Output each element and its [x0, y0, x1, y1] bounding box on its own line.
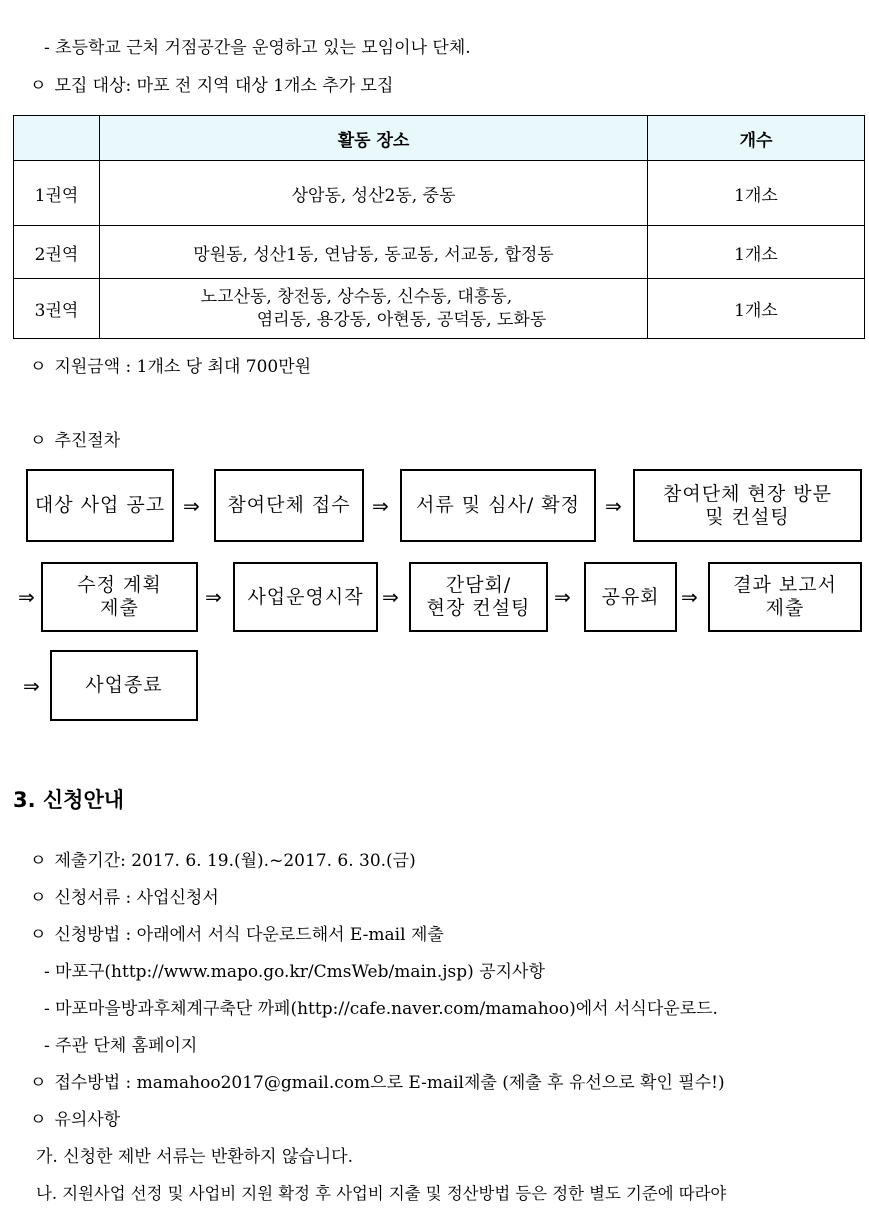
method-item: - 마포마을방과후체계구축단 까페(http://cafe.naver.com/mamahoo)에서 서식다운로드. — [44, 999, 718, 1019]
table-header-cell — [14, 116, 100, 161]
flow-step-review: 서류 및 심사/ 확정 — [400, 469, 596, 542]
activity-area-table — [13, 115, 865, 339]
count-cell: 1개소 — [648, 226, 865, 279]
flow-arrow-icon: ⇒ — [205, 585, 222, 609]
circle-marker-icon: ㅇ — [30, 851, 47, 871]
region-cell: 3권역 — [14, 279, 100, 339]
flow-arrow-icon: ⇒ — [372, 494, 389, 518]
flow-arrow-icon: ⇒ — [23, 674, 40, 698]
procedure-label — [30, 433, 120, 450]
application-period-text: 제출기간: 2017. 6. 19.(월).~2017. 6. 30.(금) — [54, 851, 416, 871]
places-line: 노고산동, 창전동, 상수동, 신수동, 대흥동, — [200, 286, 513, 307]
places-line: 염리동, 용강동, 아현동, 공덕동, 도화동 — [256, 309, 547, 330]
flow-arrow-icon: ⇒ — [681, 585, 698, 609]
application-documents-text: 신청서류 : 사업신청서 — [54, 888, 219, 908]
flow-step-revised-plan: 수정 계획 제출 — [41, 562, 198, 632]
recruit-target-text: 모집 대상: 마포 전 지역 대상 1개소 추가 모집 — [54, 76, 394, 96]
notes-label — [30, 1112, 120, 1129]
application-documents — [30, 890, 219, 907]
region-cell: 1권역 — [14, 161, 100, 226]
table-header-row — [14, 116, 865, 161]
circle-marker-icon: ㅇ — [30, 1073, 47, 1093]
flow-step-start-operation: 사업운영시작 — [233, 562, 378, 632]
flow-step-site-visit: 참여단체 현장 방문 및 컨설팅 — [633, 469, 862, 542]
submission-method — [30, 1075, 725, 1092]
application-method — [30, 927, 444, 944]
circle-marker-icon: ㅇ — [30, 431, 47, 451]
support-amount — [30, 359, 311, 376]
intro-bullet-group: - 초등학교 근처 거점공간을 운영하고 있는 모임이나 단체. — [44, 38, 471, 58]
flow-arrow-icon: ⇒ — [605, 494, 622, 518]
flow-arrow-icon: ⇒ — [183, 494, 200, 518]
places-cell: 망원동, 성산1동, 연남동, 동교동, 서교동, 합정동 — [100, 226, 648, 279]
region-cell: 2권역 — [14, 226, 100, 279]
recruit-target — [30, 78, 393, 95]
circle-marker-icon: ㅇ — [30, 357, 47, 377]
places-cell — [100, 279, 648, 339]
flow-arrow-icon: ⇒ — [18, 585, 35, 609]
flow-step-announcement: 대상 사업 공고 — [26, 469, 174, 542]
notes-label-text: 유의사항 — [54, 1110, 121, 1130]
circle-marker-icon: ㅇ — [30, 925, 47, 945]
places-cell: 상암동, 성산2동, 중동 — [100, 161, 648, 226]
count-cell: 1개소 — [648, 161, 865, 226]
section-title: 3. 신청안내 — [13, 788, 125, 812]
table-header-cell: 활동 장소 — [100, 116, 648, 161]
note-item: 나. 지원사업 선정 및 사업비 지원 확정 후 사업비 지출 및 정산방법 등은 정한 별도 기준에 따라야 — [36, 1184, 727, 1203]
application-period — [30, 853, 416, 870]
submission-method-text: 접수방법 : mamahoo2017@gmail.com으로 E-mail제출 (제출 후 유선으로 확인 필수!) — [54, 1073, 725, 1093]
note-item: 가. 신청한 제반 서류는 반환하지 않습니다. — [36, 1147, 354, 1167]
application-method-text: 신청방법 : 아래에서 서식 다운로드해서 E-mail 제출 — [54, 925, 444, 945]
flow-step-reception: 참여단체 접수 — [214, 469, 364, 542]
count-cell: 1개소 — [648, 279, 865, 339]
flow-step-meeting: 간담회/ 현장 컨설팅 — [409, 562, 548, 632]
circle-marker-icon: ㅇ — [30, 1110, 47, 1130]
flow-arrow-icon: ⇒ — [382, 585, 399, 609]
flow-step-end: 사업종료 — [50, 650, 198, 721]
method-item: - 주관 단체 홈페이지 — [44, 1036, 198, 1056]
table-row — [14, 161, 865, 226]
table-row — [14, 279, 865, 339]
method-item: - 마포구(http://www.mapo.go.kr/CmsWeb/main.jsp) 공지사항 — [44, 962, 545, 982]
flow-arrow-icon: ⇒ — [554, 585, 571, 609]
table-row — [14, 226, 865, 279]
support-amount-text: 지원금액 : 1개소 당 최대 700만원 — [54, 357, 312, 377]
circle-marker-icon: ㅇ — [30, 888, 47, 908]
procedure-label-text: 추진절차 — [54, 431, 121, 451]
flow-step-final-report: 결과 보고서 제출 — [708, 562, 862, 632]
table-header-cell: 개수 — [648, 116, 865, 161]
flow-step-sharing: 공유회 — [584, 562, 677, 632]
circle-marker-icon: ㅇ — [30, 76, 47, 96]
